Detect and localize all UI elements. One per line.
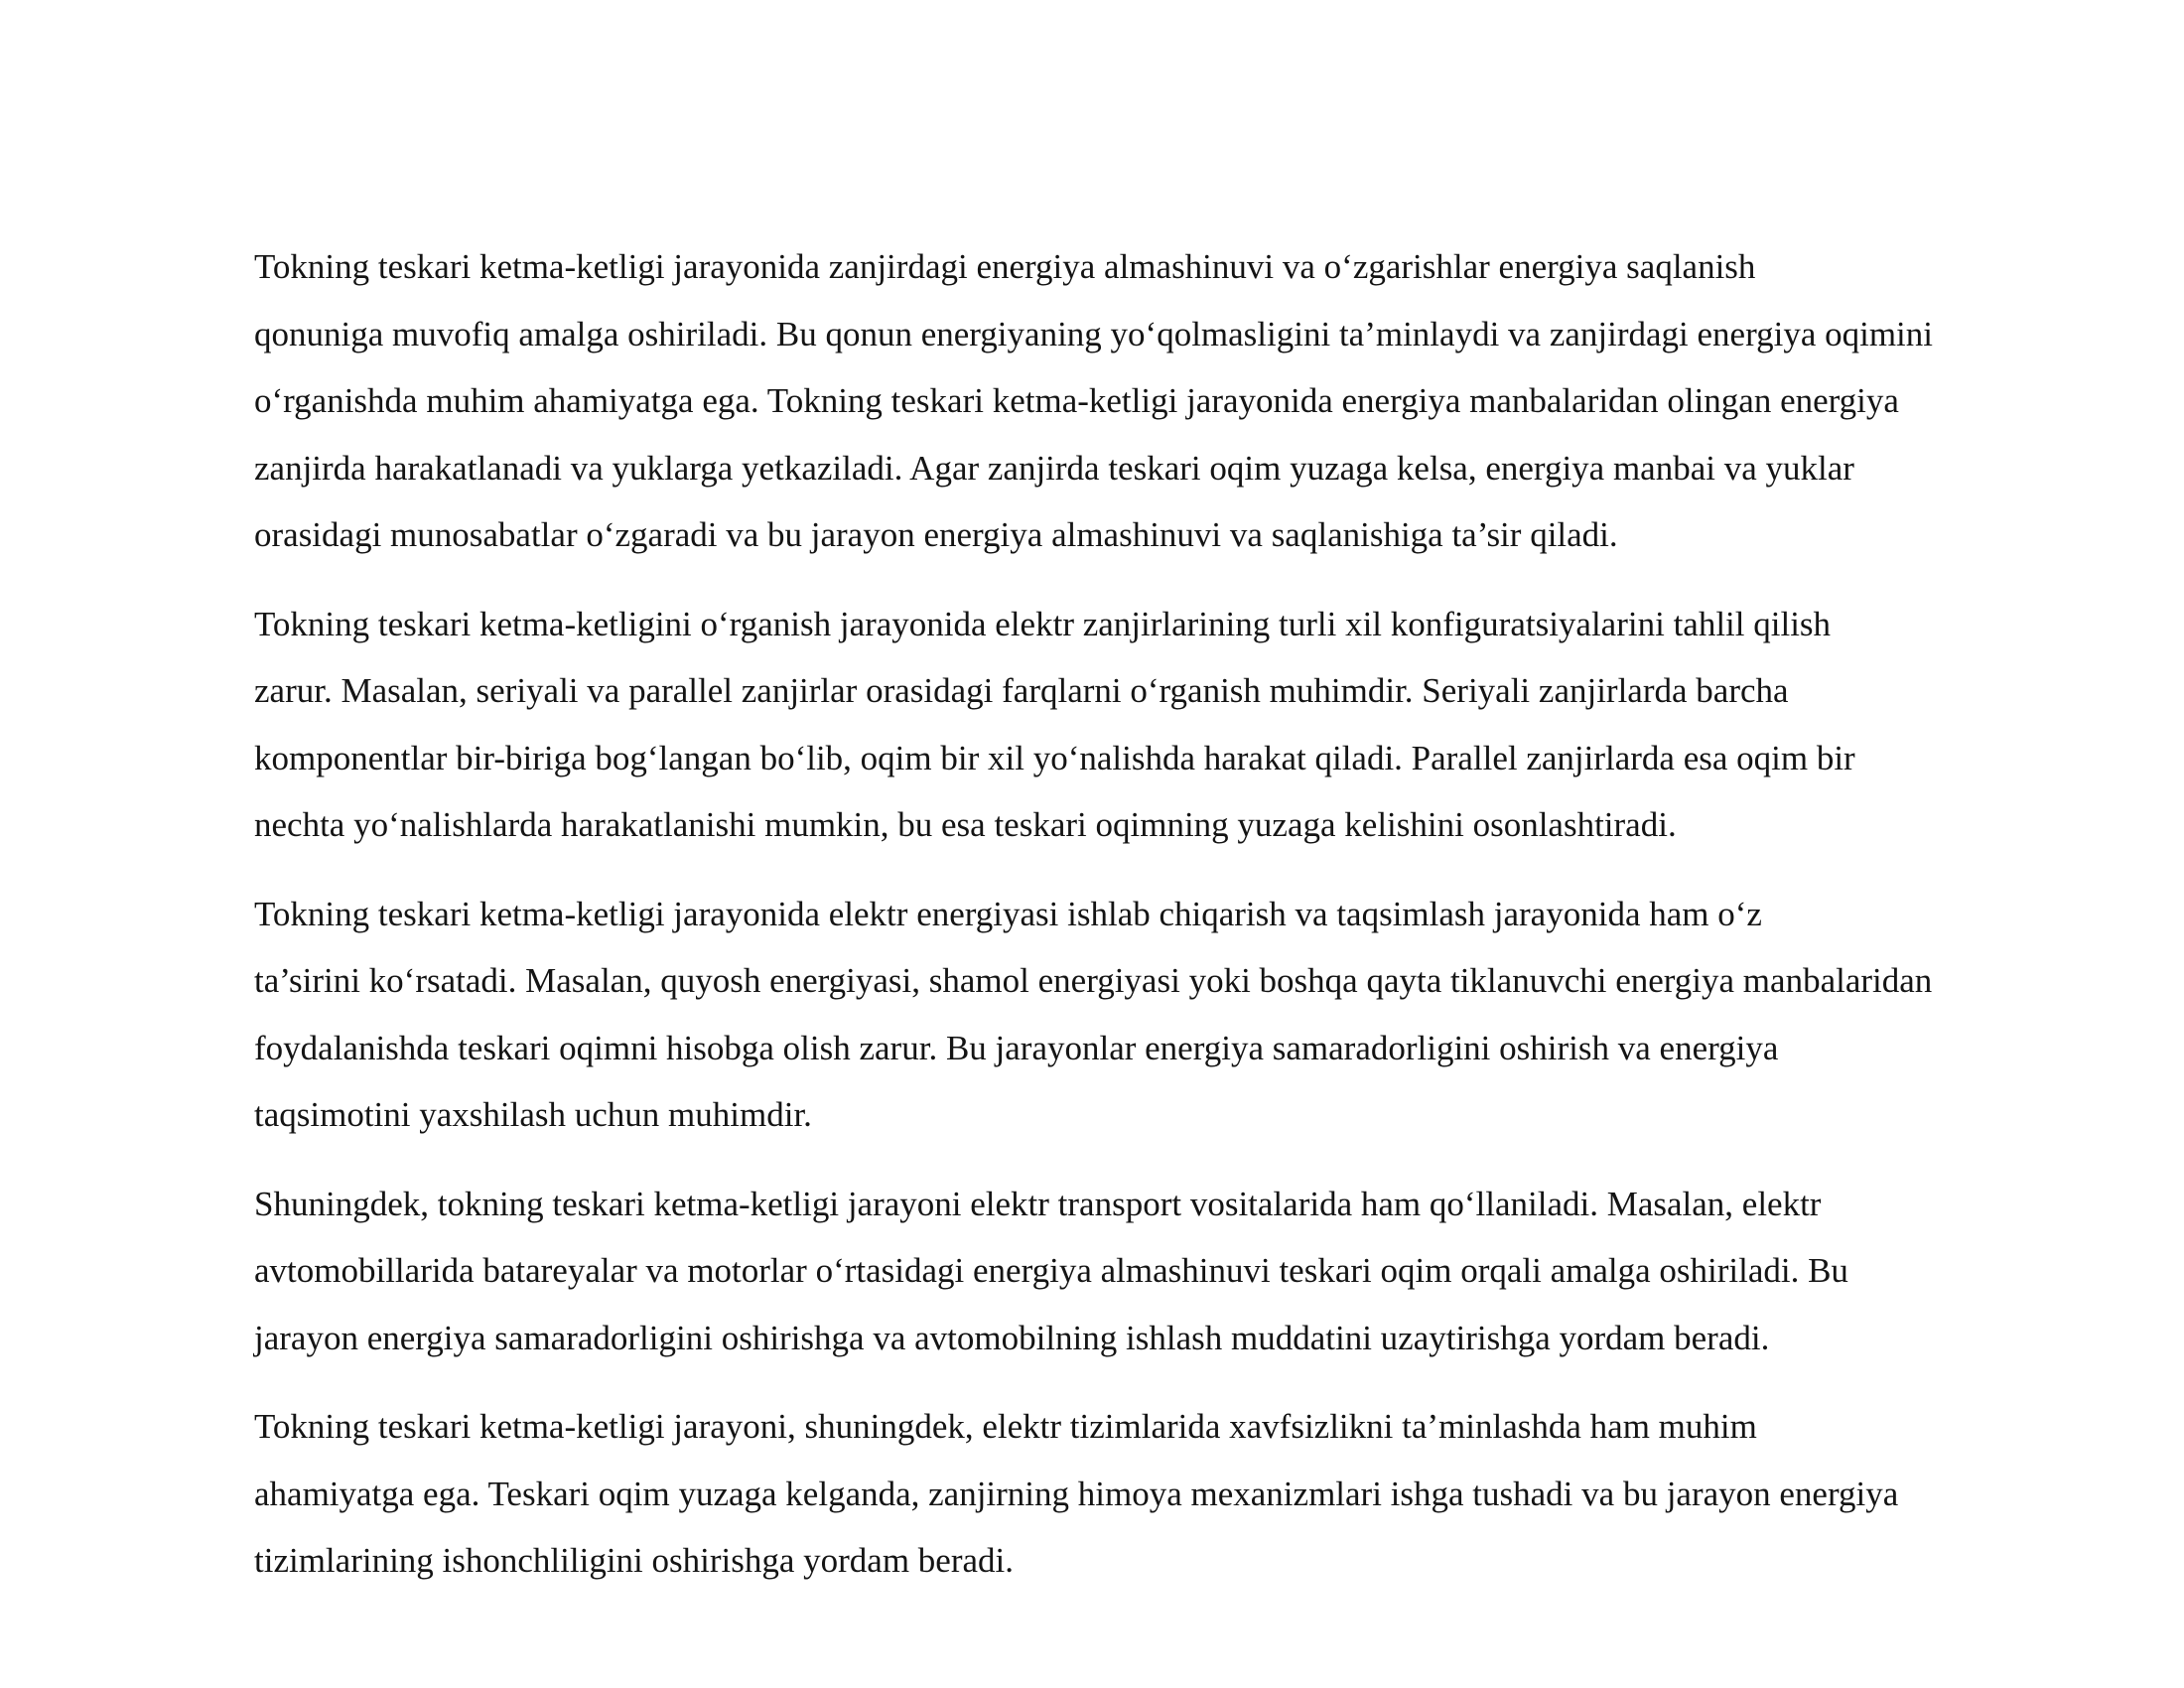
document-body [157,233,2048,1617]
paragraph-line: Tokning teskari ketma-ketligini o‘rganish jarayonida elektr zanjirlarining turli xil konfiguratsiyalarini tahlil qilish [254,604,1832,643]
paragraph-3 [157,881,2048,1149]
paragraph-line: o‘rganishda muhim ahamiyatga ega. Tokning teskari ketma-ketligi jarayonida energiya manbalaridan olingan energiya [254,381,1899,420]
paragraph-line: zarur. Masalan, seriyali va parallel zanjirlar orasidagi farqlarni o‘rganish muhimdir. Seriyali zanjirlarda barcha [254,671,1789,710]
paragraph-line: Shuningdek, tokning teskari ketma-ketligi jarayoni elektr transport vositalarida ham qo‘llaniladi. Masalan, elektr [254,1184,1822,1223]
paragraph-line: qonuniga muvofiq amalga oshiriladi. Bu qonun energiyaning yo‘qolmasligini ta’minlaydi va zanjirdagi energiya oqimini [254,314,1934,353]
paragraph-line: jarayon energiya samaradorligini oshirishga va avtomobilning ishlash muddatini uzaytirishga yordam beradi. [254,1318,1770,1357]
paragraph-line: Tokning teskari ketma-ketligi jarayonida zanjirdagi energiya almashinuvi va o‘zgarishlar energiya saqlanish [254,247,1756,286]
paragraph-4 [157,1171,2048,1372]
paragraph-1 [157,233,2048,569]
paragraph-2 [157,591,2048,859]
paragraph-line: taqsimotini yaxshilash uchun muhimdir. [254,1095,812,1134]
paragraph-line: Tokning teskari ketma-ketligi jarayonida elektr energiyasi ishlab chiqarish va taqsimlash jarayonida ham o‘z [254,894,1762,933]
paragraph-line: foydalanishda teskari oqimni hisobga olish zarur. Bu jarayonlar energiya samaradorligini oshirish va energiya [254,1028,1779,1067]
paragraph-line: orasidagi munosabatlar o‘zgaradi va bu jarayon energiya almashinuvi va saqlanishiga ta’sir qiladi. [254,515,1618,554]
paragraph-line: zanjirda harakatlanadi va yuklarga yetkaziladi. Agar zanjirda teskari oqim yuzaga kelsa, energiya manbai va yuklar [254,448,1854,488]
paragraph-line: komponentlar bir-biriga bog‘langan bo‘lib, oqim bir xil yo‘nalishda harakat qiladi. Parallel zanjirlarda esa oqim bir [254,738,1855,777]
paragraph-line: avtomobillarida batareyalar va motorlar o‘rtasidagi energiya almashinuvi teskari oqim orqali amalga oshiriladi. Bu [254,1251,1848,1290]
paragraph-5 [157,1393,2048,1595]
paragraph-line: ta’sirini ko‘rsatadi. Masalan, quyosh energiyasi, shamol energiyasi yoki boshqa qayta tiklanuvchi energiya manbalaridan [254,961,1933,1000]
paragraph-line: ahamiyatga ega. Teskari oqim yuzaga kelganda, zanjirning himoya mexanizmlari ishga tushadi va bu jarayon energiya [254,1474,1899,1513]
paragraph-line: nechta yo‘nalishlarda harakatlanishi mumkin, bu esa teskari oqimning yuzaga kelishini osonlashtiradi. [254,805,1677,844]
paragraph-line: tizimlarining ishonchliligini oshirishga yordam beradi. [254,1541,1015,1580]
paragraph-line: Tokning teskari ketma-ketligi jarayoni, shuningdek, elektr tizimlarida xavfsizlikni ta’minlashda ham muhim [254,1407,1757,1446]
